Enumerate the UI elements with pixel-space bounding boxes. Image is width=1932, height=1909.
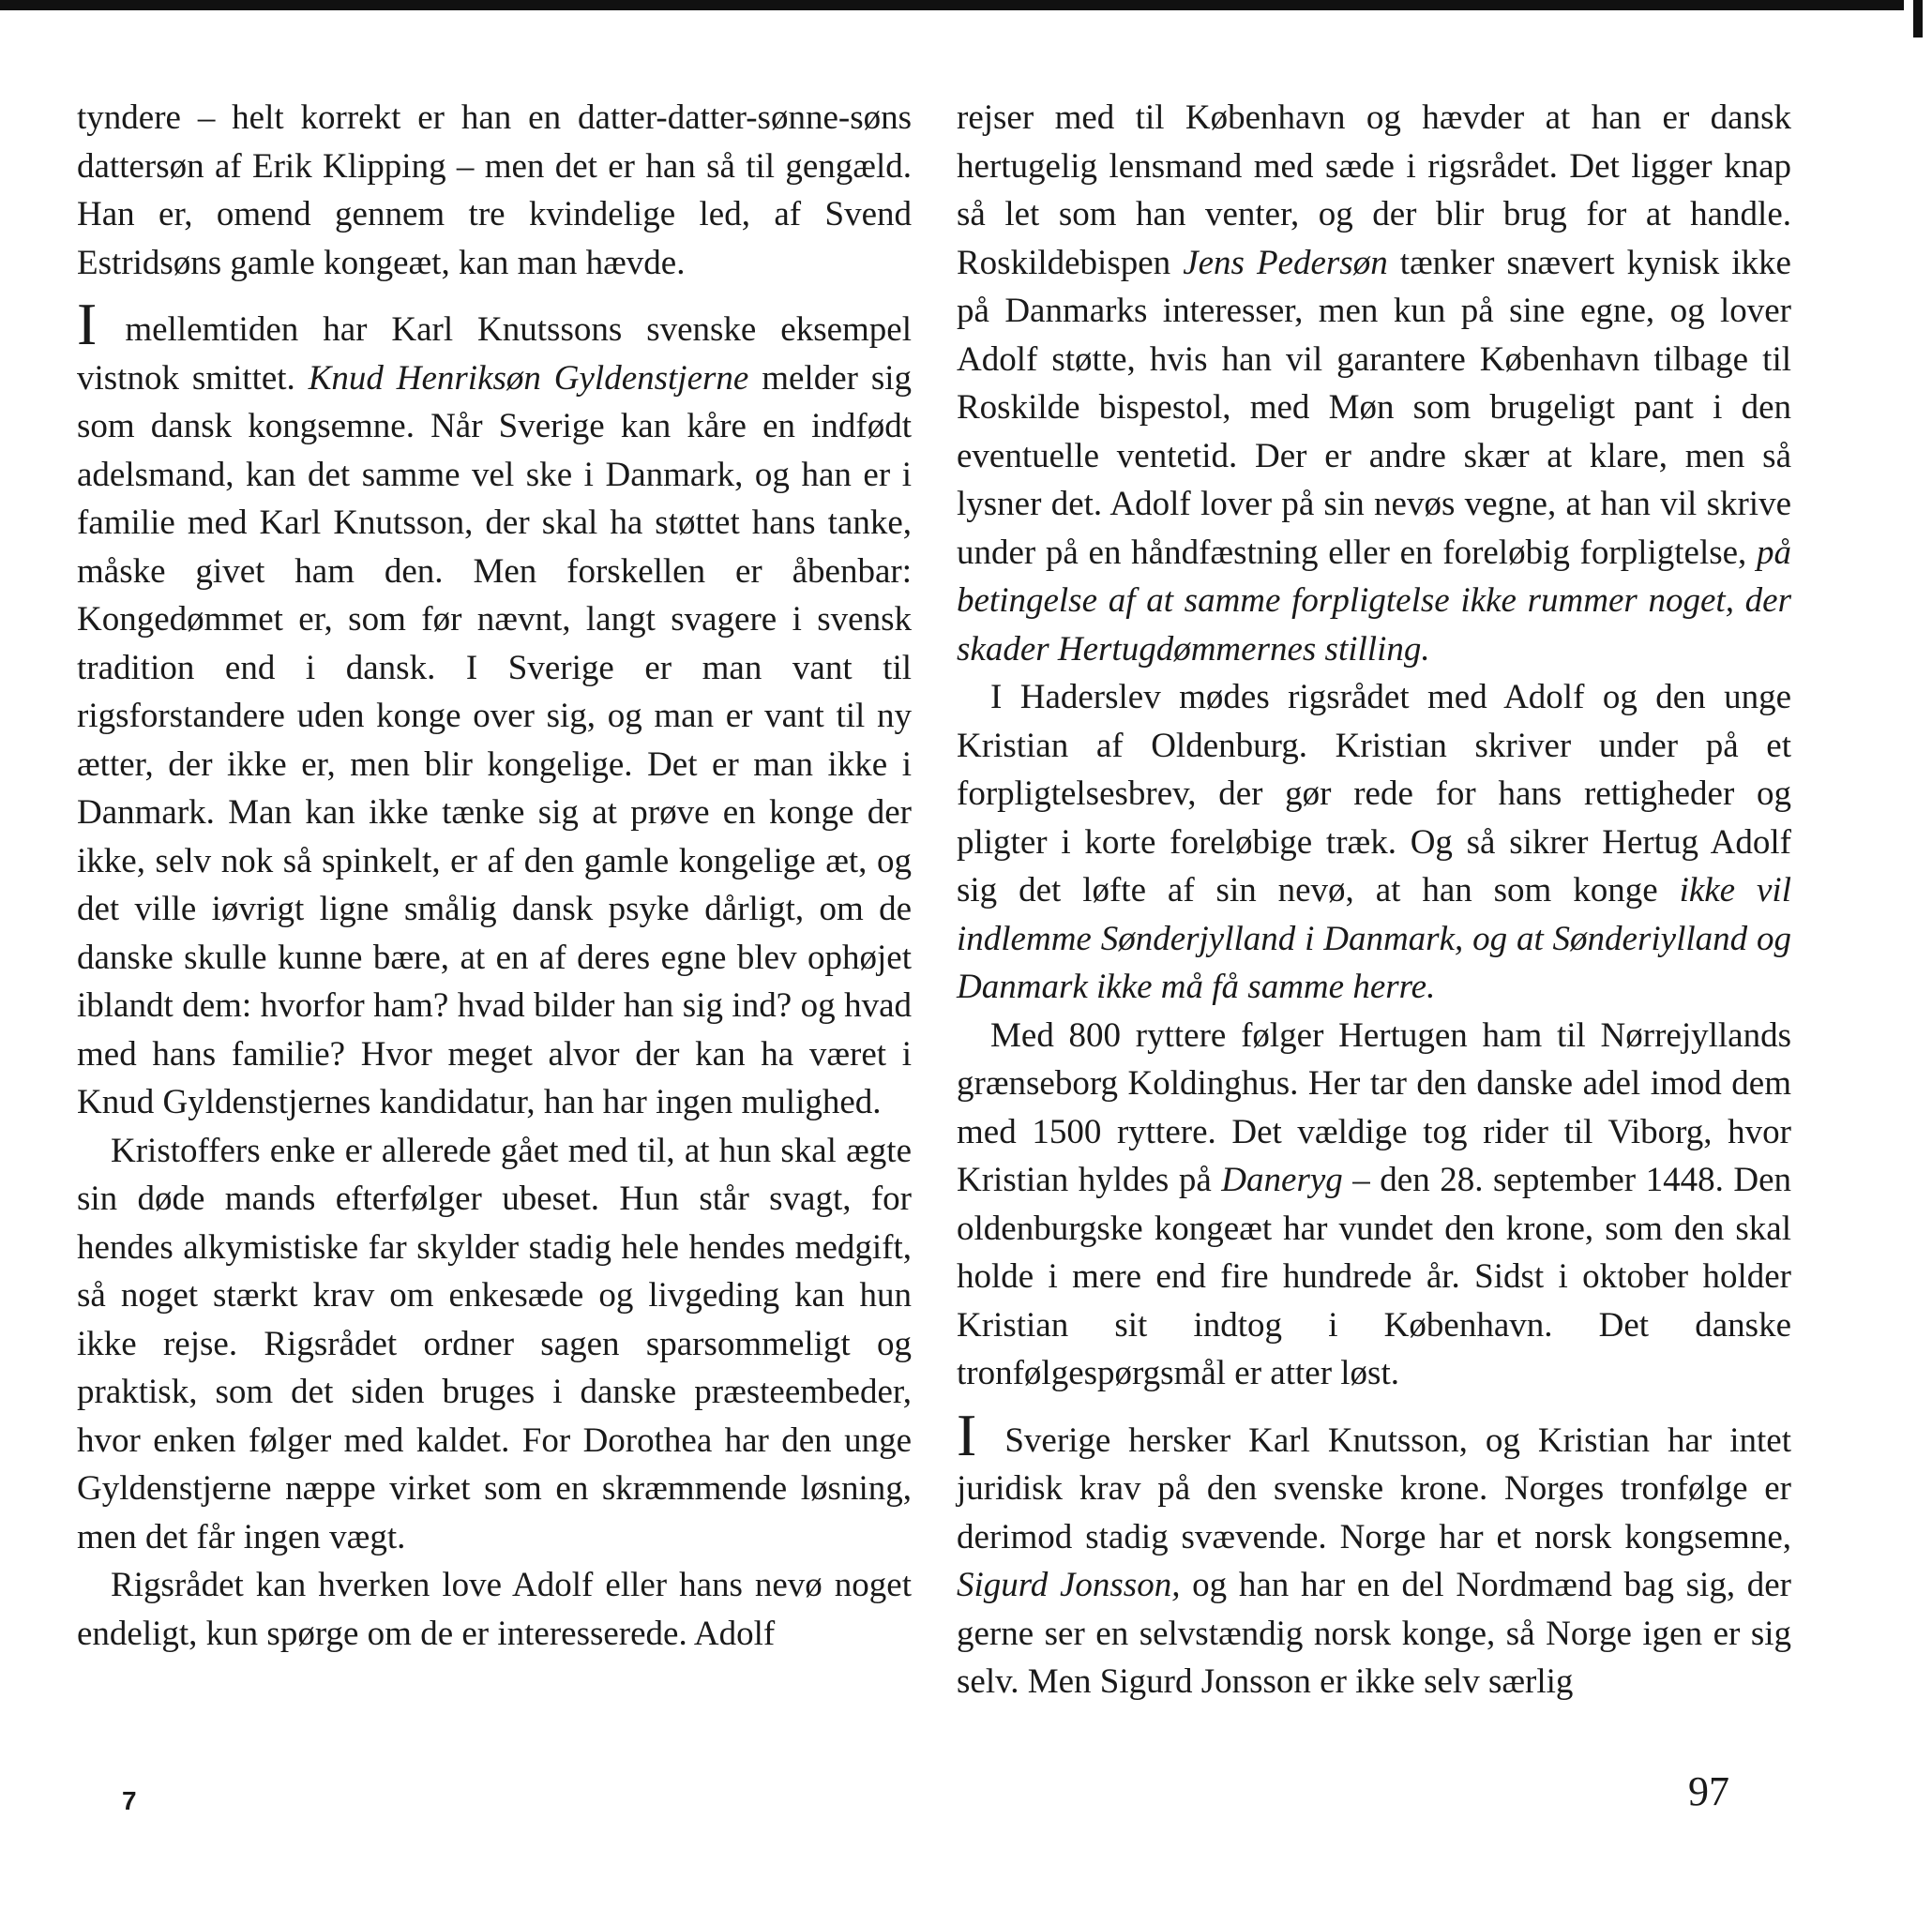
paragraph [77,94,912,287]
italic-name: Jens Pedersøn [1183,243,1388,282]
italic-name: Knud Henriksøn Gyldenstjerne [308,358,749,398]
paragraph-text: I Haderslev mødes rigsrådet med Adolf og den unge Kristian af Oldenburg. Kristian skriver under på et forpligtelsesbrev, der gør rede for hans rettigheder og pligter i korte foreløbige træk. Og så sikrer Hertug Adolf sig det løfte af sin nevø, at han som konge [957,678,1791,909]
italic-place: Daneryg [1221,1161,1343,1199]
paragraph [957,1012,1791,1398]
paragraph-text: og han har en del Nordmænd bag sig, der gerne ser en selvstændig norsk konge, så Norge igen er sig selv. Men Sigurd Jonsson er ikke selv særlig [957,1566,1791,1701]
paragraph-text: – den 28. september 1448. Den oldenburgske kongeæt har vundet den krone, som den skal holde i mere end fire hundrede år. Sidst i oktober holder Kristian sit indtog i København. Det danske tronfølgespørgsmål er atter løst. [957,1161,1791,1392]
left-text-column [77,94,912,1658]
paragraph-text: mellemtiden har Karl Knutssons svenske eksempel vistnok smittet. [77,310,912,398]
paragraph [77,1561,912,1658]
paragraph [957,673,1791,1012]
signature-mark: 7 [122,1786,137,1815]
paragraph-text: tyndere – helt korrekt er han en datter-datter-sønne-søns dattersøn af Erik Klipping – men det er han så til gengæld. Han er, omend gennem tre kvindelige led, af Svend Estridsøns gamle kongeæt, kan man hævde. [77,98,912,282]
paragraph-section-start [957,1401,1791,1706]
paragraph-text: melder sig som dansk kongsemne. Når Sverige kan kåre en indfødt adelsmand, kan det samme vel ske i Danmark, og han er i familie med Karl Knutsson, der skal ha støttet hans tanke, måske givet ham den. Men forskellen er åbenbar: Kongedømmet er, som før nævnt, langt svagere i svensk tradition end i dansk. I Sverige er man vant til rigsforstandere uden konge over sig, og man er vant til ny ætter, der ikke er, men blir kongelige. Det er man ikke i Danmark. Man kan ikke tænke sig at prøve en konge der ikke, selv nok så spinkelt, er af den gamle kongelige æt, og det ville iøvrigt ligne smålig dansk psyke dårligt, om de danske skulle kunne bære, at en af deres egne blev ophøjet iblandt dem: hvorfor ham? hvad bilder han sig ind? og hvad med hans familie? Hvor meget alvor der kan ha været i Knud Gyldenstjernes kandidatur, han har ingen mulighed. [77,358,913,1121]
drop-cap: I [957,1401,977,1468]
paragraph [77,1127,912,1562]
paragraph-section-start [77,291,913,1127]
right-text-column [957,94,1791,1706]
page-number: 97 [1688,1768,1729,1814]
italic-quote: på betingelse af at samme forpligtelse ikke rummer noget, der skader Hertugdømmernes stilling. [957,533,1791,669]
paragraph-text: Rigsrådet kan hverken love Adolf eller hans nevø noget endeligt, kun spørge om de er interesserede. Adolf [77,1566,912,1653]
paragraph [957,94,1791,673]
paragraph-text: Kristoffers enke er allerede gået med til, at hun skal ægte sin døde mands efterfølger ubeset. Hun står svagt, for hendes alkymistiske far skylder stadig hele hendes medgift, så noget stærkt krav om enkesæde og livgeding kan hun ikke rejse. Rigsrådet ordner sagen sparsommeligt og praktisk, som det siden bruges i danske præsteembeder, hvor enken følger med kaldet. For Dorothea har den unge Gyldenstjerne næppe virket som en skræmmende løsning, men det får ingen vægt. [77,1131,912,1556]
paragraph-text: rejser med til København og hævder at han er dansk hertugelig lensmand med sæde i rigsrådet. Det ligger knap så let som han venter, og der blir brug for at handle. Roskildebispen [957,98,1791,282]
corner-crop-mark [1913,0,1923,38]
paragraph-text: tænker snævert kynisk ikke på Danmarks interesser, men kun på sine egne, og lover Adolf støtte, hvis han vil garantere København tilbage til Roskilde bispestol, med Møn som brugeligt pant i den eventuelle ventetid. Der er andre skær at klare, men så lysner det. Adolf lover på sin nevøs vegne, at han vil skrive under på en håndfæstning eller en foreløbig forpligtelse, [957,243,1791,572]
paragraph-text: Med 800 ryttere følger Hertugen ham til Nørrejyllands grænseborg Koldinghus. Her tar den danske adel imod dem med 1500 ryttere. Det vældige tog rider til Viborg, hvor Kristian hyldes på [957,1015,1791,1199]
top-border-rule [0,0,1904,10]
italic-quote: ikke vil indlemme Sønderjylland i Danmark, og at Sønderiylland og Danmark ikke må få samme herre. [957,871,1791,1006]
italic-name: Sigurd Jonsson, [957,1566,1181,1604]
drop-cap: I [77,291,98,357]
paragraph-text: Sverige hersker Karl Knutsson, og Kristian har intet juridisk krav på den svenske krone. Norges tronfølge er derimod stadig svævende. Norge har et norsk kongsemne, [957,1420,1791,1556]
